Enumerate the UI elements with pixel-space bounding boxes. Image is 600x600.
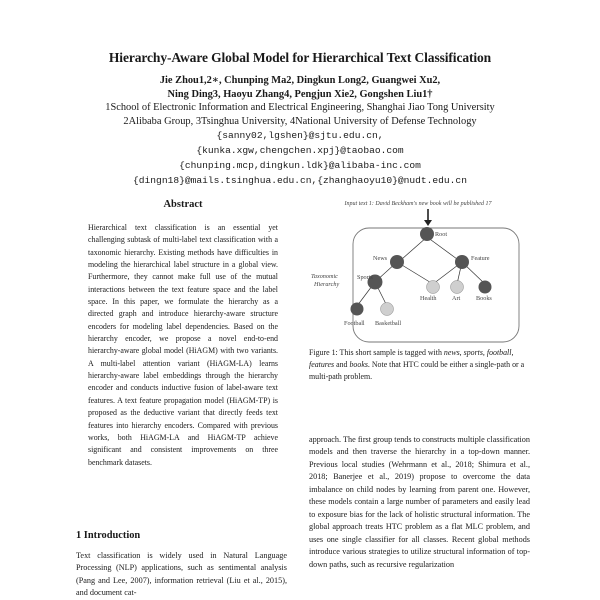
label-root: Root <box>435 231 448 238</box>
caption-text-end: . Note that HTC could be either a single-path or a multi-path problem. <box>309 360 525 382</box>
right-column-text: approach. The first group tends to constructs multiple classification models and then traverse the hierarchy in a top-down manner. Previous local studies (Wehrmann et al., 2018; Shimura et al., 2018; Banerjee et al., 2019) propose to overcome the data imbalance on child nodes by learning from parent one. However, these models contain a large number of parameters and easily lead to exposure bias for the lack of holistic structural information. The global approach treats HTC problem as a flat MLC problem, and uses one single classifier for all classes. Recent global methods introduce various strategies to utilize structural information of top-down paths, such as recursive regularization <box>309 435 530 569</box>
label-sports: Sports <box>357 274 373 281</box>
email-line-1: {sanny02,lgshen}@sjtu.edu.cn, <box>216 130 384 141</box>
affiliations <box>0 101 600 128</box>
caption-separator: , <box>459 348 464 357</box>
paper-title: Hierarchy-Aware Global Model for Hierarchical Text Classification <box>108 50 492 65</box>
authors-line-1: Jie Zhou1,2∗, Chunping Ma2, Dingkun Long2, Guangwei Xu2, <box>159 75 441 86</box>
caption-separator: and <box>334 360 350 370</box>
figure-input-text: Input text 1: David Beckham's new book will be published 17 <box>344 201 492 207</box>
node-art <box>451 281 464 294</box>
abstract-text: Hierarchical text classification is an essential yet challenging subtask of multi-label text classification with a taxonomic hierarchy. Existing methods have difficulties in modeling the hierarchical label structure in a global view. Furthermore, they cannot make full use of the mutual interactions between the text feature space and the label space. In this paper, we formulate the hierarchy as a directed graph and introduce hierarchy-aware structure encoders for modeling label dependencies. Based on the hierarchy encoder, we propose a novel end-to-end hierarchy-aware global model (HiAGM) with two variants. A multi-label attention variant (HiAGM-LA) learns hierarchy-aware label embeddings through the hierarchy encoder and conducts inductive fusion of label-aware text features. A text feature propagation model (HiAGM-TP) is proposed as the deductive variant that directly feeds text features into hierarchy encoders. Compared with previous works, both HiAGM-LA and HiAGM-TP achieve significant and consistent improvements on three benchmark datasets. <box>88 223 278 467</box>
node-health <box>427 281 440 294</box>
affiliation-line-1: 1School of Electronic Information and Electrical Engineering, Shanghai Jiao Tong University <box>105 102 495 113</box>
label-feature: Feature <box>471 255 490 262</box>
section-heading-introduction: 1 Introduction <box>76 530 141 541</box>
caption-text-start: Figure 1: This short sample is tagged with <box>309 348 444 357</box>
email-line-3: {chunping.mcp,dingkun.ldk}@alibaba-inc.com <box>179 160 421 171</box>
caption-keyword-features: features <box>309 360 335 370</box>
node-books <box>479 281 492 294</box>
node-root <box>420 227 434 241</box>
label-football: Football <box>344 320 365 327</box>
affiliation-line-2: 2Alibaba Group, 3Tsinghua University, 4National University of Defense Technology <box>123 115 477 127</box>
introduction-text: Text classification is widely used in Natural Language Processing (NLP) applications, such as sentimental analysis (Pang and Lee, 2007), information retrieval (Liu et al., 2015), and document cat- <box>76 551 287 598</box>
input-arrow-head <box>424 220 432 226</box>
email-line-2: {kunka.xgw,chengchen.xpj}@taobao.com <box>196 145 404 156</box>
side-label-hierarchy: Hierarchy <box>314 281 340 288</box>
label-news: News <box>373 255 388 262</box>
node-football <box>351 303 364 316</box>
label-art: Art <box>452 295 461 302</box>
label-books: Books <box>476 295 492 302</box>
node-basketball <box>381 303 394 316</box>
caption-separator: , <box>482 348 487 357</box>
authors-line-2: Ning Ding3, Haoyu Zhang4, Pengjun Xie2, Gongshen Liu1† <box>167 88 433 100</box>
caption-keyword-sports: sports <box>463 348 483 357</box>
author-list <box>0 74 600 101</box>
node-feature <box>455 255 469 269</box>
label-health: Health <box>420 295 437 302</box>
caption-keyword-news: news <box>443 348 460 357</box>
author-emails <box>0 128 600 188</box>
email-line-4: {dingn18}@mails.tsinghua.edu.cn,{zhanghaoyu10}@nudt.edu.cn <box>133 175 467 186</box>
caption-keyword-books: books <box>349 360 368 370</box>
figure-caption <box>309 347 529 384</box>
caption-keyword-football: football <box>486 348 512 357</box>
label-basketball: Basketball <box>375 320 402 327</box>
side-label-taxonomic: Taxonomic <box>311 273 338 280</box>
hierarchy-figure <box>309 198 527 346</box>
caption-separator: , <box>511 348 514 357</box>
abstract-heading: Abstract <box>163 199 203 210</box>
node-news <box>390 255 404 269</box>
